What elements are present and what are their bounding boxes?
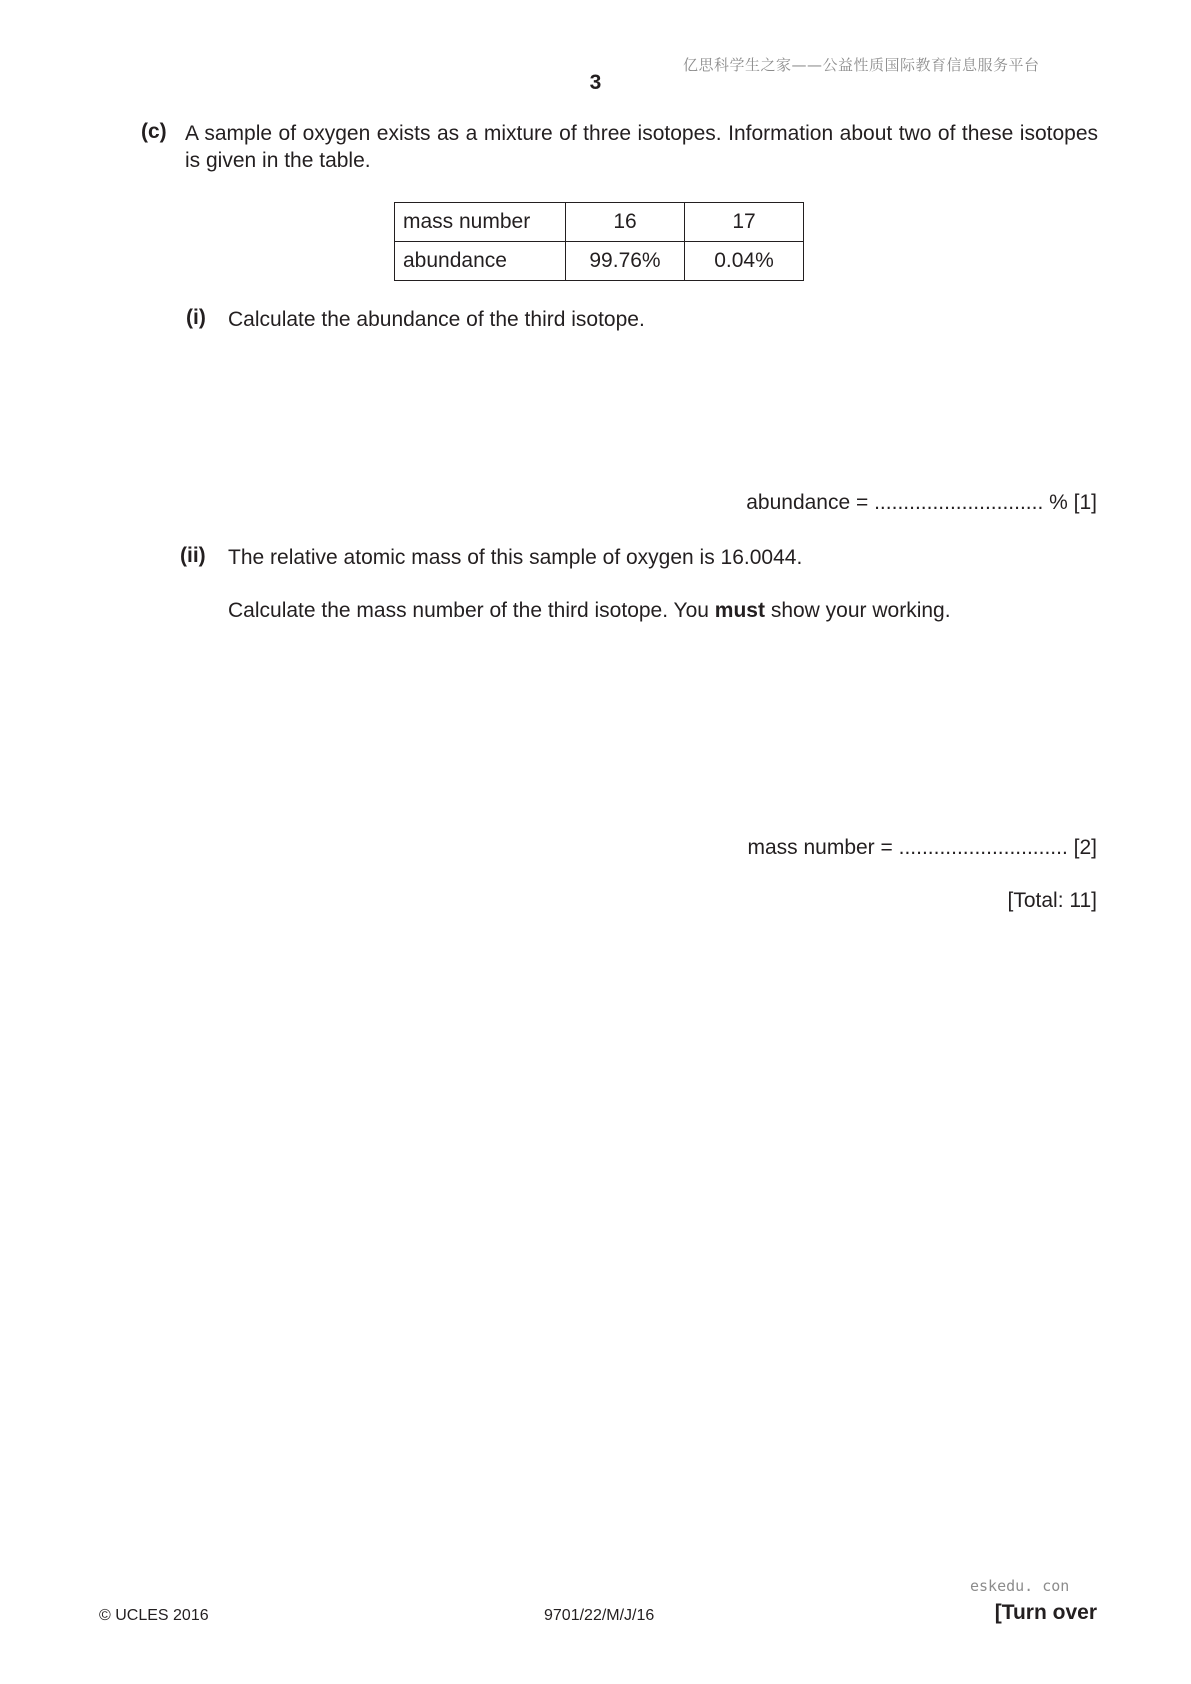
table-row bbox=[395, 242, 804, 281]
part-ii-label: (ii) bbox=[180, 544, 206, 567]
instruction-text: Calculate the mass number of the third isotope. You bbox=[228, 599, 715, 622]
part-i-label: (i) bbox=[186, 306, 206, 329]
answer-line-mass-number: mass number = ............................. [2] bbox=[747, 836, 1097, 859]
table-row bbox=[395, 203, 804, 242]
question-label: (c) bbox=[141, 120, 167, 143]
part-i-text: Calculate the abundance of the third isotope. bbox=[228, 308, 645, 331]
question-intro: A sample of oxygen exists as a mixture of three isotopes. Information about two of these isotopes is given in the table. bbox=[185, 122, 1098, 172]
part-ii-text: The relative atomic mass of this sample of oxygen is 16.0044. bbox=[228, 546, 803, 569]
instruction-emphasis: must bbox=[714, 599, 765, 622]
table-cell: 16 bbox=[566, 203, 685, 242]
table-row-label: abundance bbox=[395, 242, 566, 281]
paper-code: 9701/22/M/J/16 bbox=[544, 1607, 655, 1624]
table-cell: 17 bbox=[685, 203, 804, 242]
copyright: © UCLES 2016 bbox=[99, 1607, 209, 1624]
table-cell: 99.76% bbox=[566, 242, 685, 281]
watermark-header: 亿思科学生之家——公益性质国际教育信息服务平台 bbox=[683, 56, 1040, 74]
table-cell: 0.04% bbox=[685, 242, 804, 281]
isotope-table bbox=[394, 202, 804, 281]
instruction-text: show your working. bbox=[764, 599, 951, 622]
answer-line-abundance: abundance = ............................. % [1] bbox=[746, 491, 1097, 514]
total-marks: [Total: 11] bbox=[1007, 889, 1097, 912]
table-row-label: mass number bbox=[395, 203, 566, 242]
watermark-footer: eskedu. con bbox=[970, 1577, 1070, 1595]
turn-over: [Turn over bbox=[994, 1601, 1097, 1624]
part-ii-instruction bbox=[228, 597, 951, 624]
page-number: 3 bbox=[589, 71, 602, 94]
